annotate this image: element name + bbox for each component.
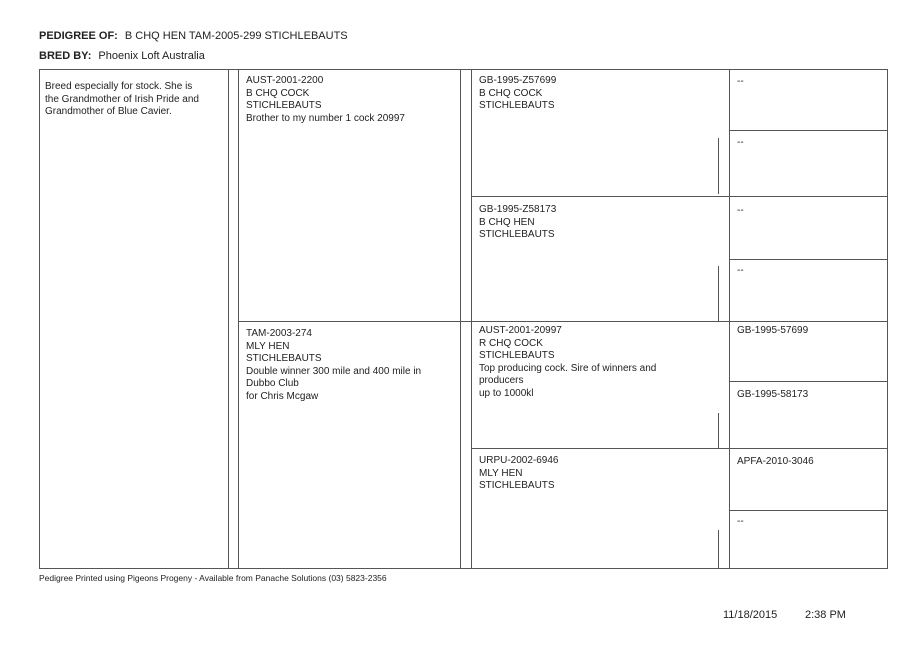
great-grandparent-entry: APFA-2010-3046 <box>737 456 814 467</box>
subject-notes: Breed especially for stock. She is the Grandmother of Irish Pride and Grandmother of Blue Cavier. <box>45 81 199 117</box>
pedigree-value: B CHQ HEN TAM-2005-299 STICHLEBAUTS <box>124 30 348 42</box>
bred-by-label: BRED BY: <box>39 50 92 62</box>
row-divider <box>730 510 888 511</box>
pedigree-heading <box>39 30 348 42</box>
great-grandparent-entry: -- <box>737 76 744 87</box>
footer-note: Pedigree Printed using Pigeons Progeny - Available from Panache Solutions (03) 5823-2356 <box>39 573 387 583</box>
pedigree-label: PEDIGREE OF: <box>39 30 118 42</box>
table-top-border <box>39 69 888 70</box>
row-divider <box>472 196 888 197</box>
sire-entry: AUST-2001-2200 B CHQ COCK STICHLEBAUTS Brother to my number 1 cock 20997 <box>246 75 405 124</box>
great-grandparent-entry: GB-1995-58173 <box>737 389 809 400</box>
table-right-border <box>887 69 888 569</box>
grandparent-entry: URPU-2002-6946 MLY HEN STICHLEBAUTS <box>479 455 559 491</box>
column-divider <box>471 69 472 569</box>
row-divider <box>239 321 888 322</box>
print-time: 2:38 PM <box>805 609 846 621</box>
bracket-tick <box>718 138 719 194</box>
bracket-tick <box>718 530 719 568</box>
dam-entry: TAM-2003-274 MLY HEN STICHLEBAUTS Double winner 300 mile and 400 mile in Dubbo Club for Chris Mcgaw <box>246 328 422 402</box>
great-grandparent-entry: -- <box>737 516 744 527</box>
row-divider <box>730 130 888 131</box>
row-divider <box>730 381 888 382</box>
row-divider <box>730 259 888 260</box>
table-left-border <box>39 69 40 569</box>
great-grandparent-entry: GB-1995-57699 <box>737 325 809 336</box>
print-date: 11/18/2015 <box>723 609 778 621</box>
bracket-tick <box>718 266 719 322</box>
row-divider <box>472 448 888 449</box>
grandparent-entry: GB-1995-Z57699 B CHQ COCK STICHLEBAUTS <box>479 75 557 111</box>
table-bottom-border <box>39 568 888 569</box>
column-divider <box>729 69 730 569</box>
bred-by-heading <box>39 50 205 62</box>
grandparent-entry: AUST-2001-20997 R CHQ COCK STICHLEBAUTS Top producing cock. Sire of winners and producers up to 1000kl <box>479 325 657 399</box>
great-grandparent-entry: -- <box>737 265 744 276</box>
grandparent-entry: GB-1995-Z58173 B CHQ HEN STICHLEBAUTS <box>479 204 557 240</box>
column-divider <box>228 69 229 569</box>
great-grandparent-entry: -- <box>737 137 744 148</box>
great-grandparent-entry: -- <box>737 205 744 216</box>
column-divider <box>238 69 239 569</box>
bracket-tick <box>718 413 719 448</box>
column-divider <box>460 69 461 569</box>
bred-by-value: Phoenix Loft Australia <box>98 50 205 62</box>
